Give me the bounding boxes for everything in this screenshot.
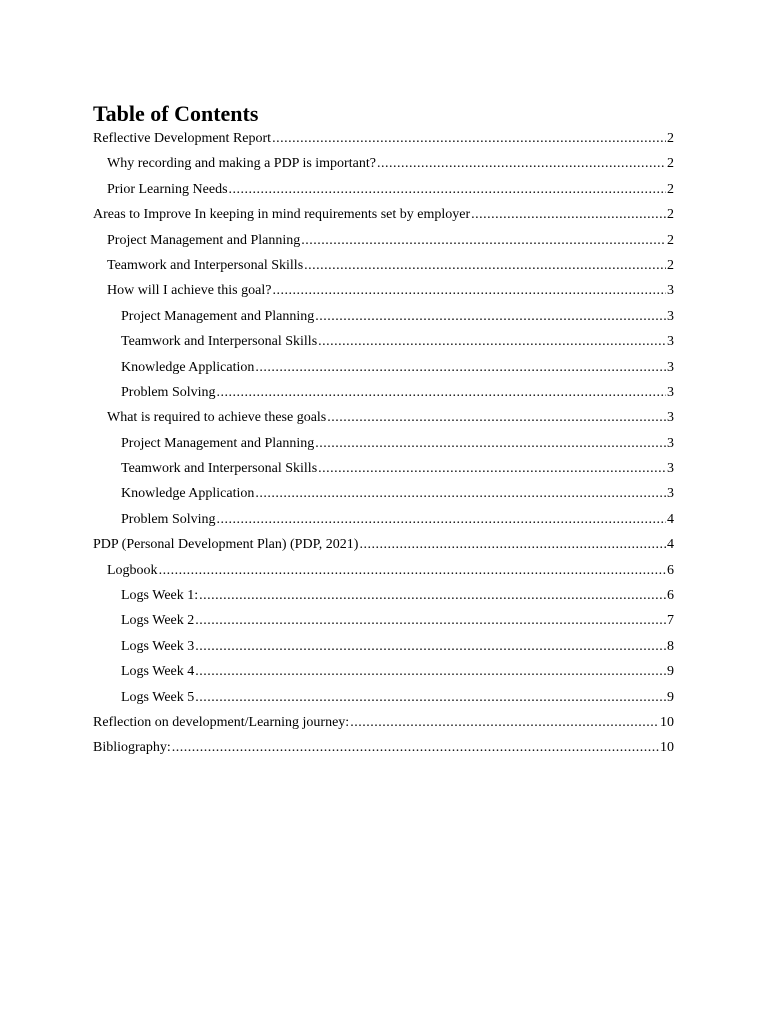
toc-page-number: 4	[667, 537, 674, 553]
toc-dot-leader	[217, 380, 666, 405]
toc-entry-text: Teamwork and Interpersonal Skills	[121, 461, 318, 477]
toc-dot-leader	[471, 202, 666, 227]
toc-page-number: 4	[667, 511, 674, 527]
toc-entry[interactable]	[93, 177, 674, 202]
toc-entry-text: Teamwork and Interpersonal Skills	[107, 257, 304, 273]
toc-dot-leader	[195, 659, 666, 684]
toc-page-number: 9	[667, 689, 674, 705]
toc-page-number: 10	[660, 714, 674, 730]
toc-dot-leader	[318, 329, 666, 354]
toc-entry[interactable]	[93, 685, 674, 710]
toc-entry-text: Areas to Improve In keeping in mind requirements set by employer	[93, 207, 471, 223]
toc-page-number: 3	[667, 435, 674, 451]
toc-entry[interactable]	[93, 481, 674, 506]
toc-entry-text: How will I achieve this goal?	[107, 283, 272, 299]
toc-page-number: 2	[667, 181, 674, 197]
toc-dot-leader	[217, 507, 666, 532]
toc-page-number: 2	[667, 156, 674, 172]
toc-page-number: 10	[660, 740, 674, 756]
toc-dot-leader	[255, 481, 666, 506]
toc-dot-leader	[318, 456, 666, 481]
toc-dot-leader	[304, 253, 666, 278]
toc-dot-leader	[315, 304, 666, 329]
toc-entry-text: Problem Solving	[121, 384, 216, 400]
toc-entry[interactable]	[93, 228, 674, 253]
toc-dot-leader	[195, 634, 666, 659]
toc-entry[interactable]	[93, 405, 674, 430]
toc-page-number: 3	[667, 384, 674, 400]
toc-entry-text: Logs Week 3	[121, 638, 195, 654]
toc-entry[interactable]	[93, 278, 674, 303]
toc-entry-text: Prior Learning Needs	[107, 181, 228, 197]
toc-entry-text: Logs Week 4	[121, 664, 195, 680]
toc-dot-leader	[195, 685, 666, 710]
toc-dot-leader	[272, 126, 666, 151]
toc-entry-text: Reflection on development/Learning journey:	[93, 714, 350, 730]
toc-entry-text: Bibliography:	[93, 740, 171, 756]
toc-entry-text: Logbook	[107, 562, 158, 578]
toc-page-number: 7	[667, 613, 674, 629]
toc-page-number: 3	[667, 461, 674, 477]
toc-dot-leader	[229, 177, 666, 202]
toc-page-number: 2	[667, 257, 674, 273]
toc-entry[interactable]	[93, 507, 674, 532]
toc-entry-text: Teamwork and Interpersonal Skills	[121, 334, 318, 350]
toc-dot-leader	[301, 228, 666, 253]
toc-entry-text: Logs Week 1:	[121, 588, 199, 604]
toc-dot-leader	[159, 558, 666, 583]
toc-title: Table of Contents	[93, 101, 259, 126]
toc-entry-text: Problem Solving	[121, 511, 216, 527]
toc-entry-text: Reflective Development Report	[93, 131, 272, 146]
toc-dot-leader	[377, 151, 666, 176]
toc-entry[interactable]	[93, 608, 674, 633]
toc-page-number: 3	[667, 308, 674, 324]
toc-entry[interactable]	[93, 304, 674, 329]
toc-dot-leader	[199, 583, 666, 608]
toc-entry[interactable]	[93, 151, 674, 176]
toc-entry[interactable]	[93, 710, 674, 735]
toc-entry[interactable]	[93, 329, 674, 354]
toc-entry-text: Project Management and Planning	[121, 308, 315, 324]
toc-page-number: 6	[667, 562, 674, 578]
toc-page-number: 2	[667, 131, 674, 146]
toc-entry-text: Knowledge Application	[121, 486, 255, 502]
toc-entry-text: Project Management and Planning	[121, 435, 315, 451]
toc-entry[interactable]	[93, 659, 674, 684]
toc-dot-leader	[255, 355, 666, 380]
toc-entry[interactable]	[93, 355, 674, 380]
toc-page-number: 3	[667, 410, 674, 426]
toc-entry[interactable]	[93, 380, 674, 405]
toc-entry-text: Project Management and Planning	[107, 232, 301, 248]
toc-page-number: 3	[667, 283, 674, 299]
toc-entry-text: Logs Week 2	[121, 613, 195, 629]
toc-entry[interactable]	[93, 634, 674, 659]
toc-entry-text: PDP (Personal Development Plan) (PDP, 2021)	[93, 537, 359, 553]
toc-entry[interactable]	[93, 735, 674, 760]
toc-page-number: 3	[667, 486, 674, 502]
toc-page-number: 3	[667, 334, 674, 350]
toc-entry[interactable]	[93, 456, 674, 481]
toc-page-number: 2	[667, 207, 674, 223]
toc-entry[interactable]	[93, 431, 674, 456]
toc-dot-leader	[195, 608, 666, 633]
toc-dot-leader	[327, 405, 666, 430]
toc-entry[interactable]	[93, 558, 674, 583]
toc-dot-leader	[350, 710, 659, 735]
toc-dot-leader	[315, 431, 666, 456]
toc-page-number: 2	[667, 232, 674, 248]
toc-dot-leader	[172, 735, 659, 760]
toc-page-number: 6	[667, 588, 674, 604]
toc-entry-text: Knowledge Application	[121, 359, 255, 375]
toc-entry-text: Why recording and making a PDP is important?	[107, 156, 376, 172]
toc-list	[93, 126, 674, 761]
toc-entry[interactable]	[93, 202, 674, 227]
toc-entry[interactable]	[93, 126, 674, 151]
toc-entry[interactable]	[93, 532, 674, 557]
toc-page-number: 9	[667, 664, 674, 680]
toc-entry-text: What is required to achieve these goals	[107, 410, 327, 426]
toc-page-number: 8	[667, 638, 674, 654]
toc-entry[interactable]	[93, 583, 674, 608]
toc-entry-text: Logs Week 5	[121, 689, 195, 705]
toc-dot-leader	[272, 278, 666, 303]
toc-dot-leader	[359, 532, 666, 557]
toc-page-number: 3	[667, 359, 674, 375]
toc-entry[interactable]	[93, 253, 674, 278]
